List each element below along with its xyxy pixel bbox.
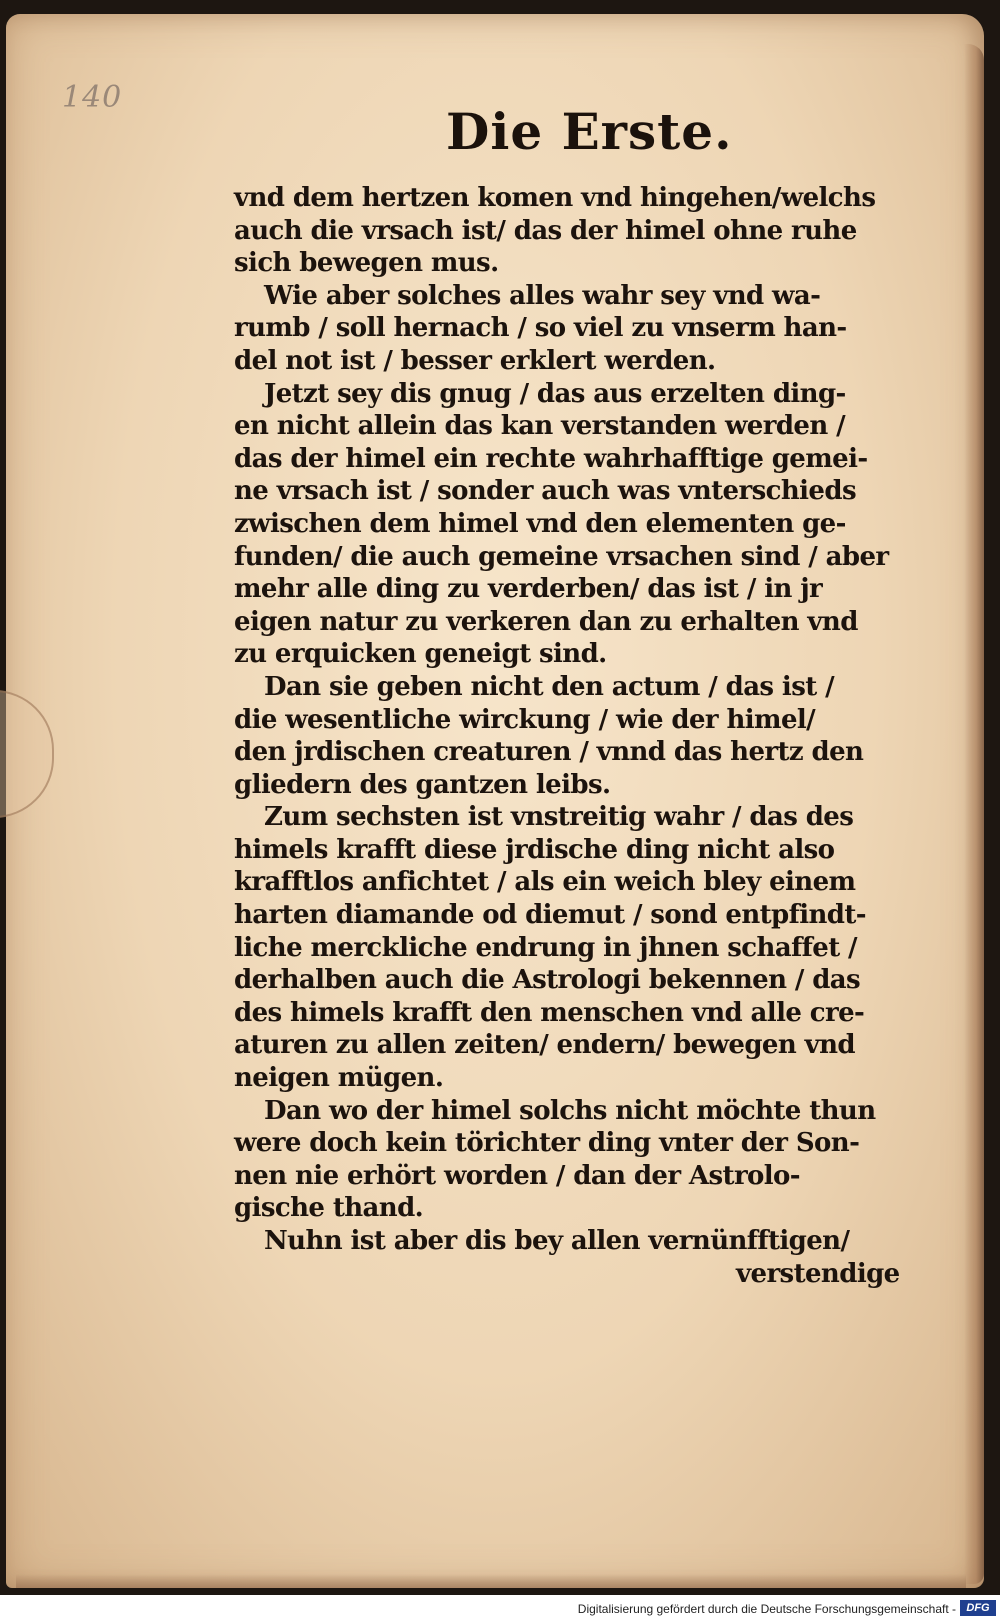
dfg-logo: DFG — [960, 1600, 996, 1616]
text-line: funden/ die auch gemeine vrsachen sind / aber — [234, 541, 889, 572]
text-line: gliedern des gantzen leibs. — [234, 769, 611, 800]
page-edge-right — [964, 44, 984, 1584]
running-head: Die Erste. — [446, 102, 733, 161]
text-line: gische thand. — [234, 1193, 424, 1224]
text-line: aturen zu allen zeiten/ endern/ bewegen vnd — [234, 1030, 855, 1061]
text-line: die wesentliche wirckung / wie der himel/ — [234, 704, 816, 735]
page-edge-bottom — [16, 1574, 966, 1588]
text-line: ne vrsach ist / sonder auch was vnterschieds — [234, 476, 856, 507]
text-line: den jrdischen creaturen / vnnd das hertz den — [234, 737, 864, 768]
text-line: Dan wo der himel solchs nicht möchte thun — [264, 1095, 876, 1126]
text-line: Nuhn ist aber dis bey allen vernünfftigen/ — [264, 1226, 850, 1256]
digitization-footer — [0, 1595, 1000, 1619]
text-line: Wie aber solches alles wahr sey vnd wa- — [264, 280, 821, 311]
catchword: verstendige — [736, 1258, 900, 1289]
text-line: krafftlos anfichtet / als ein weich bley einem — [234, 867, 856, 898]
text-line: auch die vrsach ist/ das der himel ohne ruhe — [234, 215, 857, 246]
text-line: en nicht allein das kan verstanden werden / — [234, 411, 845, 442]
text-line: sich bewegen mus. — [234, 248, 499, 279]
text-line: harten diamande od diemut / sond entpfindt- — [234, 900, 866, 931]
text-line: del not ist / besser erklert werden. — [234, 345, 716, 376]
text-line: des himels krafft den menschen vnd alle cre- — [234, 997, 865, 1028]
text-line: Dan sie geben nicht den actum / das ist / — [264, 671, 834, 702]
text-line: das der himel ein rechte wahrhafftige gemei- — [234, 443, 868, 474]
text-line: nen nie erhört worden / dan der Astrolo- — [234, 1160, 800, 1191]
text-line: Jetzt sey dis gnug / das aus erzelten ding- — [264, 378, 846, 409]
text-line: zu erquicken geneigt sind. — [234, 639, 607, 670]
folio-number: 140 — [62, 80, 123, 115]
text-line: rumb / soll hernach / so viel zu vnserm han- — [234, 313, 847, 344]
funding-credit: Digitalisierung gefördert durch die Deutsche Forschungsgemeinschaft - — [577, 1602, 956, 1616]
body-text — [234, 182, 914, 1290]
text-line: mehr alle ding zu verderben/ das ist / in jr — [234, 574, 823, 605]
text-line: himels krafft diese jrdische ding nicht also — [234, 834, 835, 865]
text-line: eigen natur zu verkeren dan zu erhalten vnd — [234, 606, 858, 637]
text-line: neigen mügen. — [234, 1063, 444, 1094]
text-line: liche merckliche endrung in jhnen schaffet / — [234, 932, 857, 963]
text-line: Zum sechsten ist vnstreitig wahr / das des — [264, 802, 854, 833]
binding-tab-mark — [0, 690, 54, 818]
text-line: derhalben auch die Astrologi bekennen / das — [234, 965, 861, 996]
text-line: were doch kein törichter ding vnter der Son- — [234, 1128, 860, 1159]
text-line: vnd dem hertzen komen vnd hingehen/welchs — [234, 183, 876, 213]
book-page — [6, 14, 984, 1588]
text-line: zwischen dem himel vnd den elementen ge- — [234, 508, 846, 539]
